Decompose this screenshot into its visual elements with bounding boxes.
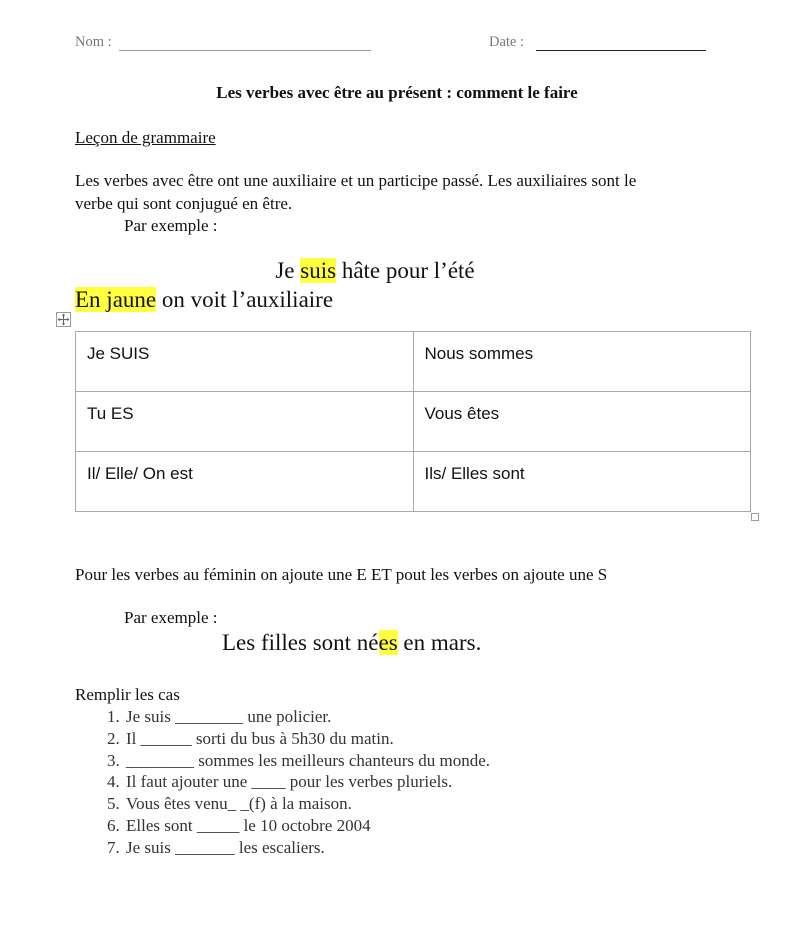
feminine-plural-rule: Pour les verbes au féminin on ajoute une E ET pout les verbes on ajoute une S — [75, 565, 608, 584]
page-title: Les verbes avec être au présent : comment le faire — [216, 83, 578, 102]
table-move-handle[interactable] — [56, 312, 71, 327]
name-label: Nom : — [75, 34, 112, 50]
name-blank-line — [119, 36, 371, 51]
example2-agreement-highlight: es — [378, 630, 398, 655]
example-label-1: Par exemple : — [124, 216, 218, 235]
list-item: 1. Je suis ________ une policier. — [124, 706, 490, 728]
table-resize-handle[interactable] — [751, 513, 759, 521]
list-item: 5. Vous êtes venu_ _(f) à la maison. — [124, 793, 490, 815]
table-row — [76, 392, 751, 452]
table-cell[interactable]: Ils/ Elles sont — [413, 452, 751, 512]
intro-line-2: verbe qui sont conjugué en être. — [75, 194, 293, 213]
exercise-heading: Remplir les cas — [75, 685, 180, 704]
table-cell[interactable]: Vous êtes — [413, 392, 751, 452]
lesson-heading: Leçon de grammaire — [75, 128, 216, 147]
list-item: 4. Il faut ajouter une ____ pour les verbes pluriels. — [124, 771, 490, 793]
example2-after: en mars. — [397, 630, 482, 655]
example1-before: Je — [275, 258, 301, 283]
list-item: 3. ________ sommes les meilleurs chanteurs du monde. — [124, 750, 490, 772]
list-item: 6. Elles sont _____ le 10 octobre 2004 — [124, 815, 490, 837]
example2-before: Les filles sont né — [222, 630, 379, 655]
example-label-2: Par exemple : — [124, 608, 218, 627]
table-cell[interactable]: Nous sommes — [413, 332, 751, 392]
table-row — [76, 452, 751, 512]
list-item: 2. Il ______ sorti du bus à 5h30 du matin. — [124, 728, 490, 750]
date-blank-line — [536, 36, 706, 51]
example1-auxiliary-highlight: suis — [300, 258, 337, 283]
example1-after: hâte pour l’été — [336, 258, 475, 283]
legend-highlight: En jaune — [75, 287, 157, 312]
highlight-legend — [75, 287, 333, 313]
conjugation-table — [75, 331, 751, 512]
move-arrows-icon — [57, 313, 70, 326]
example-sentence-2 — [222, 630, 481, 656]
table-cell[interactable]: Il/ Elle/ On est — [76, 452, 414, 512]
date-field — [489, 34, 706, 51]
date-label: Date : — [489, 34, 525, 50]
table-cell[interactable]: Tu ES — [76, 392, 414, 452]
list-item: 7. Je suis _______ les escaliers. — [124, 837, 490, 859]
example-sentence-1 — [0, 258, 750, 284]
exercise-list — [100, 706, 490, 859]
intro-line-1: Les verbes avec être ont une auxiliaire et un participe passé. Les auxiliaires sont le — [75, 171, 637, 190]
legend-rest: on voit l’auxiliaire — [156, 287, 334, 312]
table-row — [76, 332, 751, 392]
table-cell[interactable]: Je SUIS — [76, 332, 414, 392]
name-field — [75, 34, 371, 51]
